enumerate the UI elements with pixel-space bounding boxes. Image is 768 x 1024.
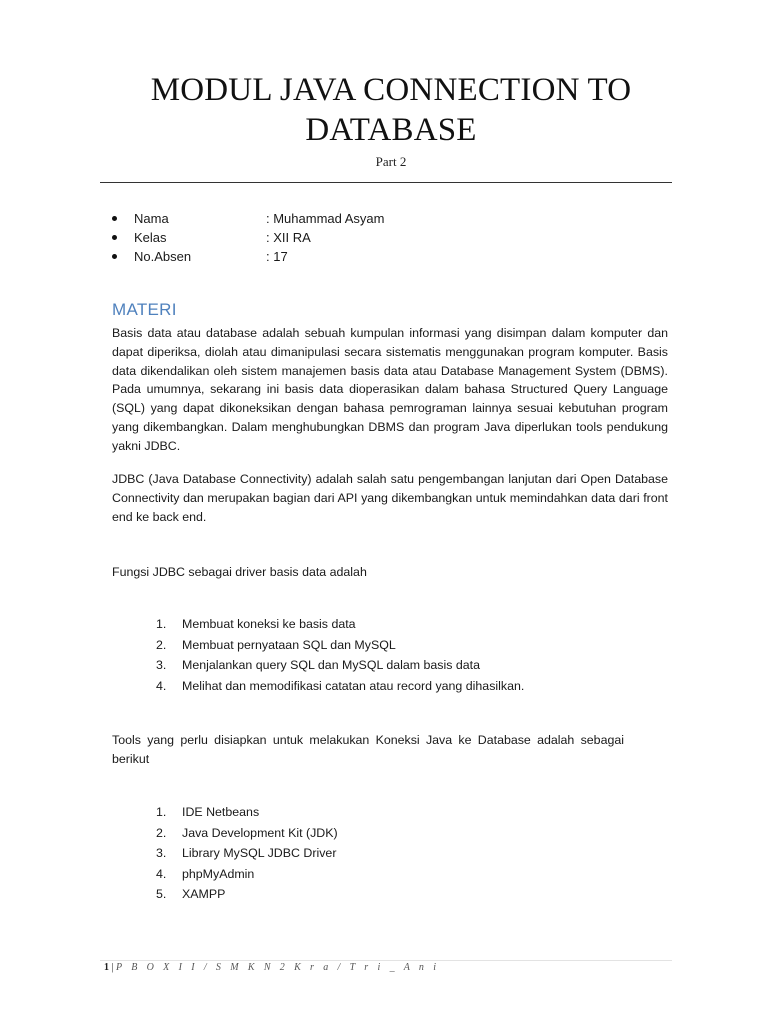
title-divider	[100, 182, 672, 183]
list-number: 2.	[156, 637, 167, 652]
list-item	[156, 843, 338, 864]
paragraph-tools-intro: Tools yang perlu disiapkan untuk melakukan Koneksi Java ke Database adalah sebagai berikut	[112, 733, 624, 766]
list-item	[156, 614, 524, 635]
list-item	[156, 676, 524, 697]
tools-list	[156, 802, 338, 905]
footer-divider	[100, 960, 672, 961]
info-item-absen	[112, 247, 385, 266]
document-subtitle: Part 2	[375, 154, 407, 169]
student-info-list	[112, 209, 385, 266]
list-text: XAMPP	[182, 887, 226, 902]
list-number: 2.	[156, 825, 167, 840]
document-title: MODUL JAVA CONNECTION TO DATABASE	[150, 72, 632, 148]
list-item	[156, 655, 524, 676]
info-item-kelas	[112, 228, 385, 247]
info-value: : Muhammad Asyam	[266, 211, 385, 226]
list-number: 3.	[156, 658, 167, 673]
list-number: 5.	[156, 887, 167, 902]
info-value: : 17	[266, 249, 288, 264]
list-number: 1.	[156, 617, 167, 631]
page-footer	[104, 962, 439, 973]
paragraph-basis-data: Basis data atau database adalah sebuah kumpulan informasi yang disimpan dalam komputer dan dapat diperiksa, diolah atau dimanipulasi secara sistematis menggunakan program komputer. Basis data dikendalikan oleh sistem manajemen basis data atau Database Management System (DBMS). Pada umumnya, sekarang ini basis data dioperasikan dalam bahasa Structured Query Language (SQL) yang dapat dikoneksikan dengan bahasa pemrograman lainnya sesuai kebutuhan program yang dikembangkan. Dalam menghubungkan DBMS dan program Java diperlukan tools pendukung yakni JDBC.	[112, 326, 668, 453]
info-item-nama	[112, 209, 385, 228]
bullet-icon	[112, 235, 117, 240]
list-item	[156, 864, 338, 885]
page-number: 1	[104, 962, 109, 973]
list-text: Library MySQL JDBC Driver	[182, 846, 337, 861]
list-text: Membuat pernyataan SQL dan MySQL	[182, 637, 396, 652]
footer-separator: |	[109, 962, 117, 973]
list-item	[156, 635, 524, 656]
section-heading: MATERI	[112, 300, 177, 319]
list-number: 1.	[156, 805, 167, 819]
functions-list	[156, 614, 524, 696]
bullet-icon	[112, 254, 117, 259]
list-text: IDE Netbeans	[182, 805, 260, 819]
list-item	[156, 884, 338, 905]
list-number: 4.	[156, 866, 167, 881]
list-number: 4.	[156, 678, 167, 693]
paragraph-fungsi-intro: Fungsi JDBC sebagai driver basis data adalah	[112, 565, 367, 579]
list-item	[156, 823, 338, 844]
info-label: Kelas	[134, 230, 167, 245]
info-label: Nama	[134, 211, 169, 226]
list-item	[156, 802, 338, 823]
bullet-icon	[112, 216, 117, 221]
list-number: 3.	[156, 846, 167, 861]
list-text: phpMyAdmin	[182, 866, 255, 881]
list-text: Melihat dan memodifikasi catatan atau record yang dihasilkan.	[182, 678, 525, 693]
list-text: Java Development Kit (JDK)	[182, 825, 338, 840]
info-value: : XII RA	[266, 230, 311, 245]
paragraph-jdbc: JDBC (Java Database Connectivity) adalah salah satu pengembangan lanjutan dari Open Database Connectivity dan merupakan bagian dari API yang dikembangkan untuk memindahkan data dari front end ke back end.	[112, 472, 668, 524]
footer-source: P B O X I I / S M K N 2 K r a / T r i _ A n i	[116, 962, 440, 973]
list-text: Membuat koneksi ke basis data	[182, 617, 356, 631]
list-text: Menjalankan query SQL dan MySQL dalam basis data	[182, 658, 480, 673]
info-label: No.Absen	[134, 249, 192, 264]
